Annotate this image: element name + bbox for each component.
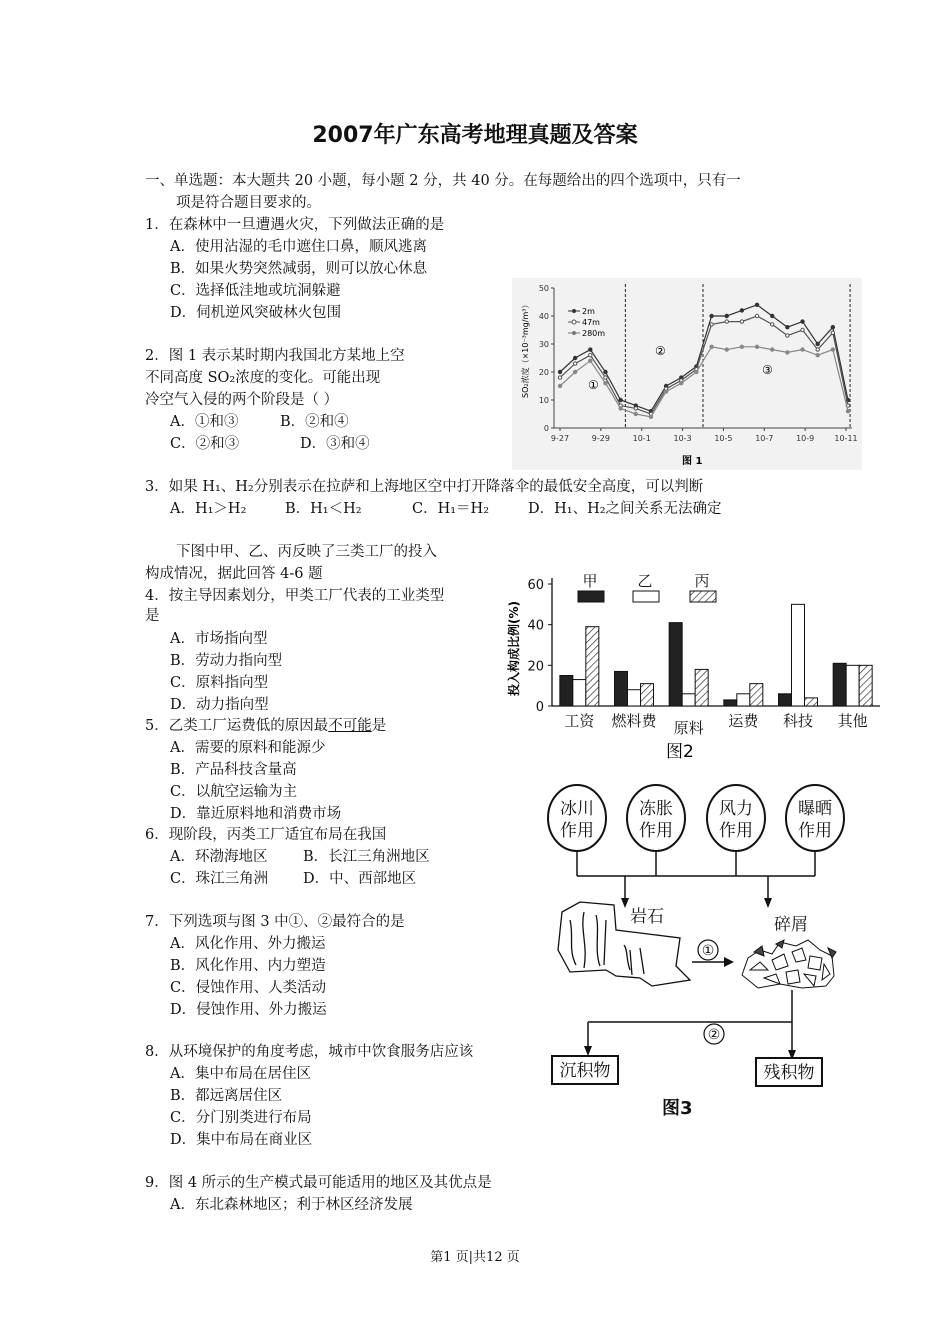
f1-point-47m [755,314,758,317]
f1-point-2m [589,348,592,351]
emphasis-underline: 不可能 [328,718,372,734]
glacier-label-2: 作用 [560,821,594,841]
q7-option-d: D．侵蚀作用、外力搬运 [170,1002,327,1018]
legend-280m: 280m [582,329,606,338]
f1-point-47m [604,376,607,379]
f1-point-280m [740,345,743,348]
f2-bar-丙 [586,627,599,706]
f2-legend-swatch [578,591,604,602]
f1-xtick-label: 9-27 [550,434,570,443]
page-footer: 第1 页|共12 页 [430,1250,520,1265]
figure-1-so2-chart [512,278,862,470]
question-8: 8．从环境保护的角度考虑，城市中饮食服务店应该 [145,1044,474,1060]
f1-point-2m [573,356,576,359]
figure-2-bar-chart [500,566,885,766]
f1-point-280m [725,348,728,351]
question-2: 2．图 1 表示某时期内我国北方某地上空 [145,348,405,364]
f2-legend-label: 丙 [694,572,710,590]
q6-option-c: C．珠江三角洲 [170,871,269,887]
f1-xtick-label: 10-3 [673,434,692,443]
rock-label: 岩石 [630,907,664,927]
q4-option-b: B．劳动力指向型 [170,653,283,669]
f1-point-47m [558,376,561,379]
q8-option-a: A．集中布局在居住区 [170,1066,311,1082]
f1-ytick-label: 10 [538,396,549,405]
f2-bar-丙 [805,698,818,706]
f2-category-label: 原料 [673,719,704,737]
f1-xtick-label: 10-9 [796,434,815,443]
f1-point-47m [710,323,713,326]
f1-point-280m [801,348,804,351]
f1-point-2m [710,314,713,317]
frost-label-1: 冻胀 [639,799,673,819]
figure-3-weathering-diagram [540,780,860,1125]
question-2-line3: 冷空气入侵的两个阶段是（ ） [145,392,339,408]
f1-point-2m [755,303,758,306]
q8-option-d: D．集中布局在商业区 [170,1132,313,1148]
section-heading-cont: 项是符合题目要求的。 [176,195,321,211]
q3-option-b: B．H₁＜H₂ [285,501,362,517]
f1-point-280m [786,351,789,354]
f1-point-280m [649,415,652,418]
q8-option-b: B．都远离居住区 [170,1088,283,1104]
q9-option-a: A．东北森林地区；利于林区经济发展 [170,1197,413,1213]
q7-option-b: B．风化作用、内力塑造 [170,958,326,974]
f2-ytick-label: 40 [527,618,544,634]
question-6: 6．现阶段，丙类工厂适宜布局在我国 [145,827,387,843]
q7-option-c: C．侵蚀作用、人类活动 [170,980,327,996]
f1-point-2m [558,370,561,373]
figure-3-caption: 图3 [662,1098,693,1119]
figure-2-caption: 图2 [666,742,694,762]
q1-option-d: D．伺机逆风突破林火包围 [170,305,342,321]
f1-point-280m [589,359,592,362]
f1-point-280m [680,382,683,385]
f2-bar-乙 [737,694,750,706]
q3-option-c: C．H₁＝H₂ [412,501,490,517]
f2-bar-乙 [682,694,695,706]
f2-legend-swatch [690,591,716,602]
f1-xtick-label: 10-7 [755,434,774,443]
f2-bar-丙 [695,669,708,706]
sediment-label: 沉积物 [559,1061,611,1081]
f2-legend-label: 甲 [582,572,598,590]
section-heading: 一、单选题：本大题共 20 小题，每小题 2 分，共 40 分。在每题给出的四个选项中，只有一 [145,173,741,189]
f1-point-47m [816,348,819,351]
q1-option-b: B．如果火势突然减弱，则可以放心休息 [170,261,428,277]
f1-point-2m [740,309,743,312]
f1-point-2m [816,342,819,345]
f1-point-47m [725,320,728,323]
f1-point-2m [831,326,834,329]
q5-option-a: A．需要的原料和能源少 [170,740,326,756]
f1-point-47m [831,331,834,334]
f1-point-47m [573,362,576,365]
f1-xtick-label: 10-11 [834,434,858,443]
stage-label-2: ② [655,344,666,358]
q2-option-b: B．②和④ [280,414,349,430]
f2-legend-swatch [633,591,659,602]
f1-xtick-label: 10-5 [714,434,733,443]
page-title: 2007年广东高考地理真题及答案 [312,123,638,148]
figure-1-ylabel: SO₂浓度（×10⁻³mg/m³） [521,300,530,398]
q2-option-a: A．①和③ [170,414,239,430]
f1-point-2m [725,314,728,317]
f1-point-2m [604,370,607,373]
q5-option-c: C．以航空运输为主 [170,784,298,800]
f1-point-47m [740,320,743,323]
f1-ytick-label: 20 [538,368,549,377]
sun-label-2: 作用 [798,821,832,841]
f2-bar-丙 [641,684,654,706]
q5-option-b: B．产品科技含量高 [170,762,297,778]
f2-legend-label: 乙 [637,572,653,590]
frost-label-2: 作用 [639,821,673,841]
question-2-line2: 不同高度 SO₂浓度的变化。可能出现 [145,370,381,386]
f2-ytick-label: 60 [527,578,544,593]
q3-option-a: A．H₁＞H₂ [170,501,247,517]
f1-point-47m [589,354,592,357]
f1-point-280m [755,345,758,348]
f1-point-2m [786,326,789,329]
f2-bar-丙 [750,684,763,706]
f1-point-2m [771,314,774,317]
f1-point-2m [619,398,622,401]
q6-option-d: D．中、西部地区 [303,871,417,887]
q6-option-a: A．环渤海地区 [170,849,268,865]
f2-bar-甲 [833,663,846,706]
q3-option-d: D．H₁、H₂之间关系无法确定 [528,501,722,517]
stage-label-3: ③ [762,363,773,377]
figure-1-caption: 图 1 [682,456,703,467]
f2-bar-甲 [560,676,573,707]
f1-point-280m [604,382,607,385]
f1-point-47m [771,323,774,326]
q4-option-d: D．动力指向型 [170,697,269,713]
f1-point-280m [573,370,576,373]
q4-option-a: A．市场指向型 [170,631,268,647]
f2-bar-乙 [628,690,641,706]
f2-bar-甲 [724,700,737,706]
f1-point-280m [664,390,667,393]
f2-ytick-label: 0 [535,700,544,715]
wind-label-1: 风力 [719,799,753,819]
f2-category-label: 科技 [782,712,814,730]
f2-bar-乙 [846,665,859,706]
f2-category-label: 工资 [564,712,595,730]
legend-47m: 47m [582,318,600,327]
f1-point-280m [619,407,622,410]
question-9: 9．图 4 所示的生产模式最可能适用的地区及其优点是 [145,1175,492,1191]
f2-bar-乙 [573,680,586,706]
debris-drawing [742,940,836,988]
f1-xtick-label: 9-29 [591,434,610,443]
q8-option-c: C．分门别类进行布局 [170,1110,312,1126]
q1-option-a: A．使用沾湿的毛巾遮住口鼻，顺风逃离 [170,239,427,255]
f2-category-label: 运费 [728,712,759,730]
q2-option-c: C．②和③ [170,436,240,452]
f1-ytick-label: 30 [538,340,549,349]
wind-label-2: 作用 [719,821,753,841]
residue-label: 残积物 [763,1063,815,1083]
q4-option-c: C．原料指向型 [170,675,269,691]
marker-2: ② [707,1027,721,1043]
f1-point-47m [786,334,789,337]
f1-ytick-label: 40 [538,312,549,321]
f1-point-47m [634,407,637,410]
q5-option-d: D．靠近原料地和消费市场 [170,806,342,822]
rock-drawing [558,902,690,986]
f2-ytick-label: 20 [527,659,544,675]
f2-bar-丙 [859,665,872,706]
question-4: 4．按主导因素划分，甲类工厂代表的工业类型 [145,588,445,604]
f1-point-280m [710,345,713,348]
sun-label-1: 曝晒 [798,799,832,819]
figure-2-ylabel: 投入构成比例(%) [507,601,521,696]
f1-point-280m [816,354,819,357]
q2-option-d: D．③和④ [300,436,370,452]
f2-category-label: 燃料费 [611,712,657,730]
f1-point-280m [558,384,561,387]
q1-option-c: C．选择低洼地或坑洞躲避 [170,283,341,299]
glacier-label-1: 冰川 [560,799,594,819]
f1-ytick-label: 50 [538,284,549,293]
intro-4-6: 下图中甲、乙、丙反映了三类工厂的投入 [176,544,437,560]
f2-bar-甲 [615,671,628,706]
f1-point-280m [831,348,834,351]
f1-point-280m [846,410,849,413]
f1-xtick-label: 10-1 [632,434,651,443]
f2-bar-甲 [669,623,682,706]
debris-label: 碎屑 [774,915,808,935]
f2-bar-乙 [792,604,805,706]
stage-label-1: ① [588,378,599,392]
question-1: 1．在森林中一旦遭遇火灾，下列做法正确的是 [145,217,445,233]
f1-ytick-label: 0 [543,424,549,433]
f2-category-label: 其他 [837,712,868,730]
f1-point-2m [801,320,804,323]
f1-point-280m [695,370,698,373]
marker-1: ① [701,943,715,959]
intro-4-6-line2: 构成情况，据此回答 4-6 题 [145,566,323,582]
q7-option-a: A．风化作用、外力搬运 [170,936,326,952]
question-3: 3．如果 H₁、H₂分别表示在拉萨和上海地区空中打开降落伞的最低安全高度，可以判断 [145,479,704,495]
question-5: 5．乙类工厂运费低的原因最不可能是 [145,718,387,734]
f2-bar-甲 [779,694,792,706]
question-7: 7．下列选项与图 3 中①、②最符合的是 [145,914,405,930]
question-4-line2: 是 [145,608,160,624]
q6-option-b: B．长江三角洲地区 [303,849,430,865]
f1-point-280m [771,348,774,351]
legend-2m: 2m [582,307,595,316]
f1-point-47m [801,328,804,331]
f1-point-280m [634,412,637,415]
